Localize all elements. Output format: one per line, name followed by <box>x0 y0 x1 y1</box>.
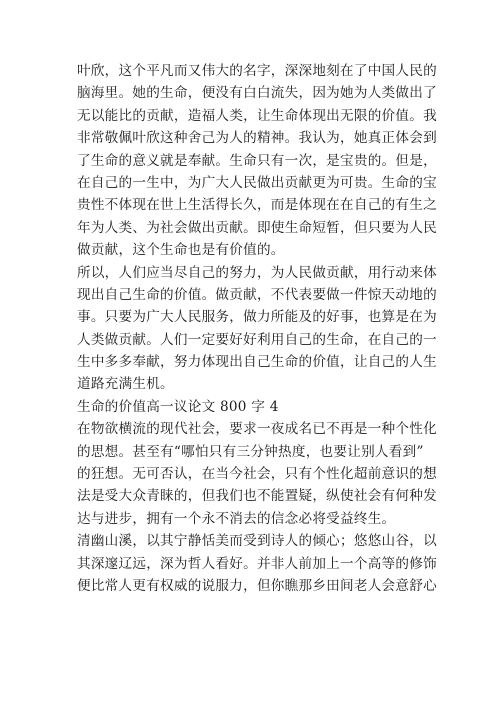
text-line: 生中多多奉献，努力体现出自己生命的价值，让自己的人生 <box>77 354 437 371</box>
text-line: 道路充满生机。 <box>77 376 174 393</box>
text-line: 达与进步，拥有一个永不消去的信念必将受益终生。 <box>77 510 396 527</box>
text-line: 现出自己生命的价值。做贡献，不代表要做一件惊天动地的 <box>77 286 437 303</box>
text-line: 叶欣，这个平凡而又伟大的名字，深深地刻在了中国人民的 <box>77 63 437 79</box>
text-line: 法是受大众青睐的，但我们也不能置疑，纵使社会有何种发 <box>77 488 437 505</box>
text-line: 其深邃辽远，深为哲人看好。并非人前加上一个高等的修饰 <box>77 555 437 572</box>
text-line: 脑海里。她的生命，便没有白白流失，因为她为人类做出了 <box>77 85 437 102</box>
text-line: 在自己的一生中，为广大人民做出贡献更为可贵。生命的宝 <box>77 174 437 191</box>
text-line: 事。只要为广大人民服务，做力所能及的好事，也算是在为 <box>77 309 437 326</box>
text-line: 无以能比的贡献，造福人类，让生命体现出无限的价值。我 <box>77 107 437 124</box>
text-line: 的思想。甚至有“哪怕只有三分钟热度，也要让别人看到” <box>77 443 424 460</box>
text-line: 年为人类、为社会做出贡献。即使生命短暂，但只要为人民 <box>77 219 437 236</box>
text-line: 贵性不体现在世上生活得长久，而是体现在在自己的有生之 <box>77 197 437 214</box>
text-line: 便比常人更有权威的说服力，但你瞧那乡田间老人会意舒心 <box>77 577 437 594</box>
text-line: 所以，人们应当尽自己的努力，为人民做贡献，用行动来体 <box>77 264 437 281</box>
text-line: 的狂想。无可否认，在当今社会，只有个性化超前意识的想 <box>77 466 437 483</box>
text-line: 做贡献，这个生命也是有价值的。 <box>77 242 285 259</box>
section-heading: 生命的价值高一议论文 800 字 4 <box>77 398 279 415</box>
text-line: 清幽山溪，以其宁静恬美而受到诗人的倾心；悠悠山谷，以 <box>77 533 437 550</box>
text-line: 人类做贡献。人们一定要好好利用自己的生命，在自己的一 <box>77 331 437 348</box>
text-line: 了生命的意义就是奉献。生命只有一次，是宝贵的。但是， <box>77 152 437 169</box>
document-body <box>77 60 437 597</box>
text-line: 在物欲横流的现代社会，要求一夜成名已不再是一种个性化 <box>77 421 437 438</box>
text-line: 非常敬佩叶欣这种舍己为人的精神。我认为，她真正体会到 <box>77 130 437 147</box>
